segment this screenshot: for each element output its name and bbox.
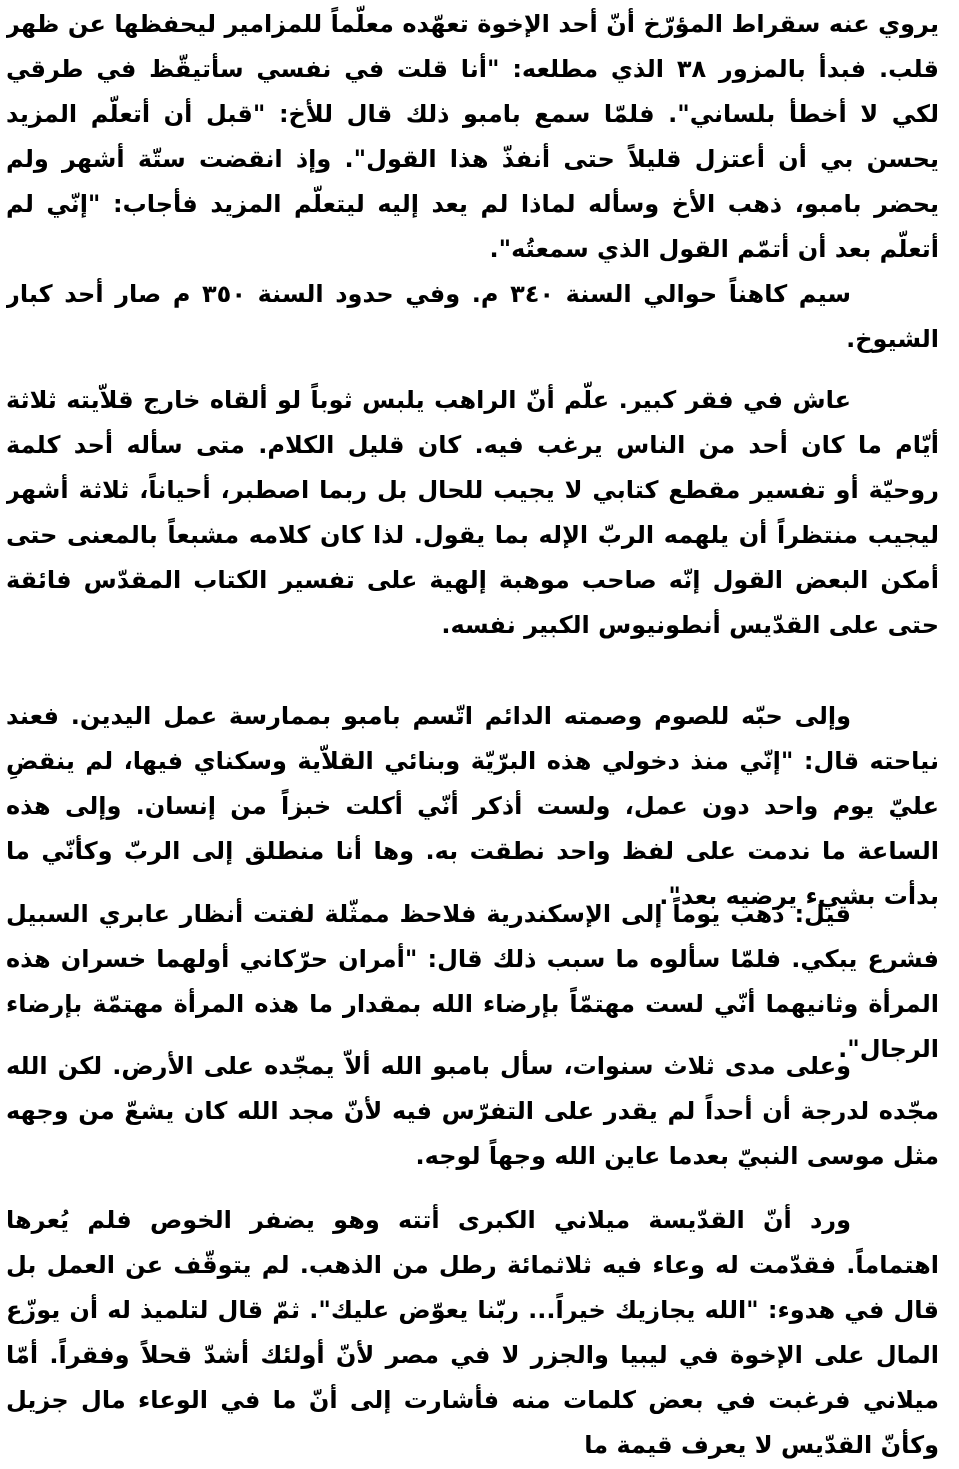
- paragraph-alexandria: قيل: ذهب يوماً إلى الإسكندرية فلاحظ ممثّلة لفتت أنظار عابري السبيل فشرع يبكي. فلمّا سألوه ما سبب ذلك قال: "أمران حرّكاني أولهما خسران هذه المرأة وثانيهما أنّي لست مهتمّاً بإرضاء الله بمقدار ما هذه المرأة مهتمّة بإرضاء الرجال".: [6, 900, 939, 1063]
- paragraph-handwork: وإلى حبّه للصوم وصمته الدائم اتّسم بامبو بممارسة عمل اليدين. فعند نياحته قال: "إنّي منذ دخولي هذه البرّيّة وبنائي القلاّية وسكناي فيها، لم ينقضِ عليّ يوم واحد دون عمل، ولست أذكر أنّي أكلت خبزاً من إنسان. وإلى هذه الساعة ما ندمت على لفظ واحد نطقت به. وها أنا منطلق إلى الربّ وكأنّي ما بدأت بشيء يرضيه بعد".: [6, 702, 939, 910]
- paragraph-glory: وعلى مدى ثلاث سنوات، سأل بامبو الله ألاّ يمجّده على الأرض. لكن الله مجّده لدرجة أن أحداً لم يقدر على التفرّس فيه لأنّ مجد الله كان يشعّ من وجهه مثل موسى النبيّ بعدما عاين الله وجهاً لوجه.: [6, 1052, 939, 1170]
- document-page: [6, 2, 939, 1464]
- paragraph-ordination: سيم كاهناً حوالي السنة ٣٤٠ م. وفي حدود السنة ٣٥٠ م صار أحد كبار الشيوخ.: [6, 280, 939, 353]
- paragraph-poverty: عاش في فقر كبير. علّم أنّ الراهب يلبس ثوباً لو ألقاه خارج قلاّيته ثلاثة أيّام ما كان أحد من الناس يرغب فيه. كان قليل الكلام. متى سأله أحد كلمة روحيّة أو تفسير مقطع كتابي لا يجيب للحال بل ربما اصطبر، أحياناً، ثلاثة أشهر ليجيب منتظراً أن يلهمه الربّ الإله بما يقول. لذا كان كلامه مشبعاً بالمعنى حتى أمكن البعض القول إنّه صاحب موهبة إلهية على تفسير الكتاب المقدّس فائقة حتى على القدّيس أنطونيوس الكبير نفسه.: [6, 386, 939, 639]
- paragraph-psalm-story: يروي عنه سقراط المؤرّخ أنّ أحد الإخوة تعهّده معلّماً للمزامير ليحفظها عن ظهر قلب. فبدأ بالمزور ٣٨ الذي مطلعه: "أنا قلت في نفسي سأتيقّظ في طرقي لكي لا أخطأ بلساني". فلمّا سمع بامبو ذلك قال للأخ: "قبل أن أتعلّم المزيد يحسن بي أن أعتزل قليلاً حتى أنفذّ هذا القول". وإذ انقضت ستّة أشهر ولم يحضر بامبو، ذهب الأخ وسأله لماذا لم يعد إليه ليتعلّم المزيد فأجاب: "إنّي لم أتعلّم بعد أن أتمّم القول الذي سمعتُه".: [6, 10, 939, 263]
- paragraph-melania: ورد أنّ القدّيسة ميلاني الكبرى أتته وهو يضفر الخوص فلم يُعرها اهتماماً. فقدّمت له وعاء فيه ثلاثمائة رطل من الذهب. لم يتوقّف عن العمل بل قال في هدوء: "الله يجازيك خيراً... ربّنا يعوّض عليك". ثمّ قال لتلميذ له أن يوزّع المال على الإخوة في ليبيا والجزر لا في مصر لأنّ أولئك أشدّ قحلاً وفقراً. أمّا ميلاني فرغبت في بعض كلمات منه فأشارت إلى أنّ ما في الوعاء مال جزيل وكأنّ القدّيس لا يعرف قيمة ما: [6, 1206, 939, 1459]
